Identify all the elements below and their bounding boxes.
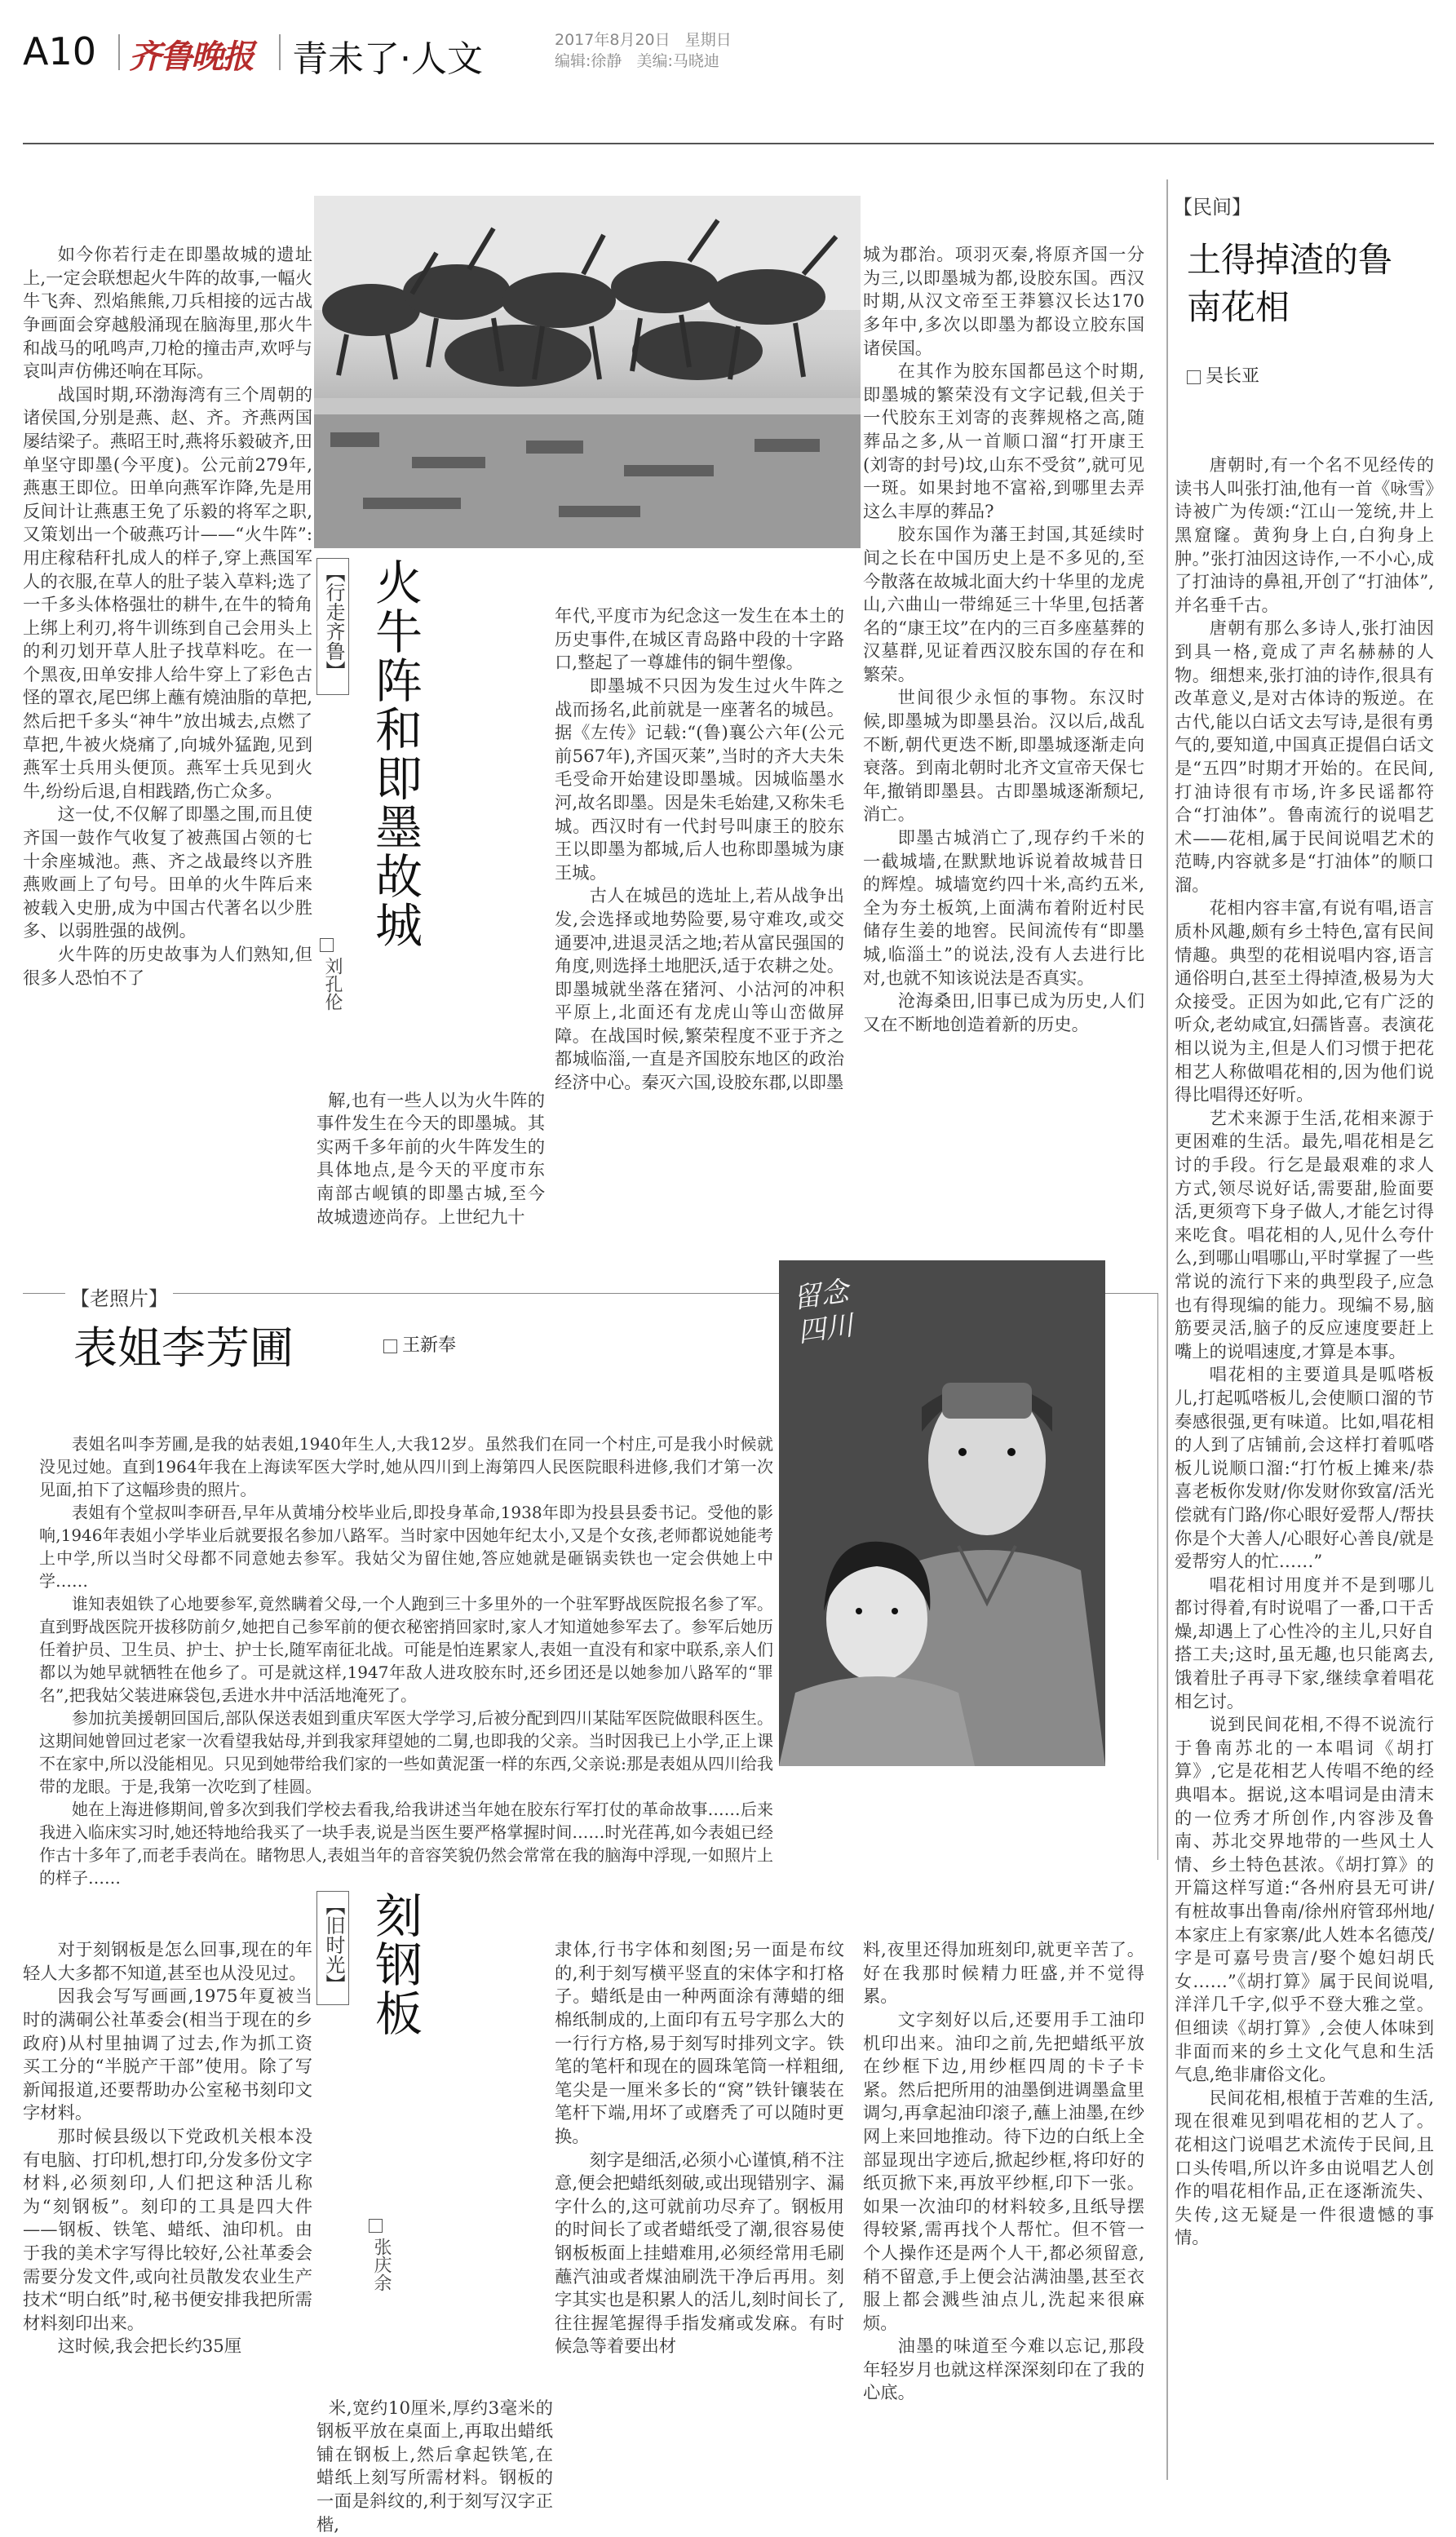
author-marker-icon xyxy=(1187,370,1201,384)
article3-author-block xyxy=(1187,362,1259,387)
paragraph: 对于刻钢板是怎么回事,现在的年轻人大多都不知道,甚至也从没见过。 xyxy=(23,1940,312,1984)
editor-credit: 编辑:徐静 xyxy=(555,52,622,70)
article3-column-rule xyxy=(1166,179,1168,2480)
article1-body-text xyxy=(23,244,312,990)
masthead xyxy=(23,23,1434,80)
paragraph: 唐朝时,有一个名不见经传的读书人叫张打油,他有一首《咏雪》诗被广为传颂:“江山一笼统,井上黑窟窿。黄狗身上白,白狗身上肿。”张打油因这诗作,一不小心,成了打油诗的鼻祖,开创了“打油体”,并名垂千古。 xyxy=(1175,455,1434,616)
article4-body-text-4 xyxy=(863,1939,1144,2406)
article4-title: 刻钢板 xyxy=(367,1891,423,2038)
paragraph: 如今你若行走在即墨故城的遗址上,一定会联想起火牛阵的故事,一幅火牛飞奔、烈焰熊熊,刀兵相接的远古战争画面会穿越般涌现在脑海里,那火牛和战马的吼鸣声,刀枪的撞击声,欢呼与哀叫声仿佛还响在耳际。 xyxy=(23,245,312,383)
paragraph: 隶体,行书字体和刻图;另一面是布纹的,利于刻写横平竖直的宋体字和打格子。蜡纸是由一种两面涂有薄蜡的细棉纸制成的,上面印有五号字那么大的一行行方格,易于刻写时排列文字。铁笔的笔杆和现在的圆珠笔筒一样粗细,笔尖是一厘米多长的“窝”铁针镶装在笔杆下端,用坏了或磨秃了可以随时更换。 xyxy=(555,1940,844,2147)
article1-author: 刘孔伦 xyxy=(322,957,343,1011)
paragraph: 唱花相讨用度并不是到哪儿都讨得着,有时说唱了一番,口干舌燥,却遇上了心性冷的主儿,只好自搭工夫;这时,虽无趣,也只能离去,饿着肚子再寻下家,继续拿着唱花相乞讨。 xyxy=(1175,1574,1434,1712)
paragraph: 古人在城邑的选址上,若从战争出发,会选择或地势险要,易守难攻,或交通要冲,进退灵活之地;若从富民强国的角度,则选择土地肥沃,适于农耕之处。即墨城就坐落在猪河、小沽河的冲积平原上,北面还有龙虎山等山峦做屏障。在战国时候,繁荣程度不亚于齐之都城临淄,一直是齐国胶东地区的政治经济中心。秦灭六国,设胶东郡,以即墨 xyxy=(555,886,844,1094)
paragraph: 唐朝有那么多诗人,张打油因到具一格,竟成了声名赫赫的人物。细想来,张打油的诗作,很具有改革意义,是对古体诗的叛逆。在古代,能以白话文去写诗,是很有勇气的,要知道,中国真正提倡白话文是“五四”时期才开始的。在民间,打油诗很有市场,许多民谣都符合“打油体”。鲁南流行的说唱艺术——花相,属于民间说唱艺术的范畴,内容就多是“打油体”的顺口溜。 xyxy=(1175,618,1434,896)
article3-body-text xyxy=(1175,454,1434,2251)
article2-column-tag: 【老照片】 xyxy=(65,1282,173,1311)
paragraph: 刻字是细活,必须小心谨慎,稍不注意,便会把蜡纸刻破,或出现错别字、漏字什么的,这可就前功尽弃了。钢板用的时间长了或者蜡纸受了潮,很容易使钢板板面上挂蜡难用,必须经常用毛刷蘸汽油或者煤油刷洗干净后再用。刻字其实也是积累人的活儿,刻时间长了,往往握笔握得手指发痛或发麻。有时候急等着要出材 xyxy=(555,2150,844,2358)
page-number: A10 xyxy=(23,29,97,73)
author-marker-icon xyxy=(383,1339,397,1353)
paragraph: 沧海桑田,旧事已成为历史,人们又在不断地创造着新的历史。 xyxy=(863,991,1144,1035)
paragraph: 这一仗,不仅解了即墨之围,而且使齐国一鼓作气收复了被燕国占领的七十余座城池。燕、齐之战最终以齐胜燕败画上了句号。田单的火牛阵后来被载入史册,成为中国古代著名以少胜多、以弱胜强的战例。 xyxy=(23,804,312,942)
paragraph: 说到民间花相,不得不说流行于鲁南苏北的一本唱词《胡打算》,它是花相艺人传唱不绝的经典唱本。据说,这本唱词是由清末的一位秀才所创作,内容涉及鲁南、苏北交界地带的一些风土人情、乡土特色甚浓。《胡打算》的开篇这样写道:“各州府县无可讲/有桩故事出鲁南/徐州府管邳州地/本家庄上有家寨/此人姓本名德茂/字是可嘉号贵言/娶个媳妇胡氏女……”《胡打算》属于民间说唱,洋洋几千字,似乎不登大雅之堂。但细读《胡打算》,会使人体味到非面而来的乡土文化气息和生活气息,绝非庸俗文化。 xyxy=(1175,1715,1434,2086)
paragraph: 唱花相的主要道具是呱嗒板儿,打起呱嗒板儿,会使顺口溜的节奏感很强,更有味道。比如,唱花相的人到了店铺前,会这样打着呱嗒板儿说顺口溜:“打竹板上摊来/恭喜老板你发财/你发财你致富/活光偿就有门路/你心眼好爱帮人/帮扶你是个大善人/心眼好心善良/就是爱帮穷人的忙……” xyxy=(1175,1365,1434,1573)
paragraph: 料,夜里还得加班刻印,就更辛苦了。好在我那时候精力旺盛,并不觉得累。 xyxy=(863,1940,1144,2008)
article1-column-1 xyxy=(23,197,312,1258)
article2-title: 表姐李芳圃 xyxy=(73,1322,294,1374)
article3-body xyxy=(1175,408,1434,2480)
paragraph: 因我会写写画画,1975年夏被当时的满硐公社革委会(相当于现在的乡政府)从村里抽调了过去,作为抓工资买工分的“半脱产干部”使用。除了写新闻报道,还要帮助办公室秘书刻印文字材料。 xyxy=(23,1986,312,2124)
article1-column-3 xyxy=(555,559,844,1256)
author-marker-icon xyxy=(320,938,334,952)
paragraph: 年代,平度市为纪念这一发生在本土的历史事件,在城区青岛路中段的十字路口,整起了一尊雄伟的铜牛塑像。 xyxy=(555,606,844,674)
newspaper-logo: 齐鲁晚报 xyxy=(129,38,253,76)
article2-author: 王新奉 xyxy=(402,1335,457,1356)
author-marker-icon xyxy=(369,2219,383,2233)
article4-column-3 xyxy=(555,1893,844,2480)
article1-author-block xyxy=(320,938,344,1014)
paragraph: 战国时期,环渤海湾有三个周朝的诸侯国,分别是燕、赵、齐。齐燕两国屡结梁子。燕昭王时,燕将乐毅破齐,田单坚守即墨(今平度)。公元前279年,燕惠王即位。田单向燕军诈降,先是用反间计让燕惠王免了乐毅的将军之职,又策划出一个破燕巧计——“火牛阵”:用庄稼秸秆扎成人的样子,穿上燕国军人的衣服,在草人的肚子装入草料;选了一千多头体格强壮的耕牛,在牛的犄角上绑上利刃,将牛训练到自己会用头上的利刃划开草人肚子找草料吃。在一个黑夜,田单安排人给牛穿上了彩色古怪的罩衣,尾巴绑上蘸有燒油脂的草把,然后把千多头“神牛”放出城去,点燃了草把,牛被火烧痛了,向城外猛跑,见到燕军士兵用头便顶。燕军士兵见到火牛,纷纷后退,自相践踏,伤亡众多。 xyxy=(23,384,312,802)
article1-body-text-4 xyxy=(863,244,1144,1037)
issue-weekday: 星期日 xyxy=(684,31,732,49)
masthead-divider xyxy=(118,34,120,70)
paragraph: 她在上海进修期间,曾多次到我们学校去看我,给我讲述当年她在胶东行军打仗的革命故事……后来我进入临床实习时,她还特地给我买了一块手表,说是当医生要严格掌握时间……时光荏苒,如今表姐已经作古十多年了,而老手表尚在。睹物思人,表姐当年的音容笑貌仍然会常常在我的脑海中浮现,一如照片上的样子…… xyxy=(39,1800,773,1888)
article1-column-2 xyxy=(316,1066,545,1254)
article3-author: 吴长亚 xyxy=(1206,366,1260,387)
paragraph: 在其作为胶东国都邑这个时期,即墨城的繁荣没有文字记载,但关于一代胶东王刘寄的丧葬规格之高,随葬品之多,从一首顺口溜“打开康王(刘寄的封号)坟,山东不受贫”,就可见一斑。如果封地不富裕,到哪里去弄这么丰厚的葬品? xyxy=(863,361,1144,522)
article3-column-tag: 【民间】 xyxy=(1173,196,1251,219)
fire-bull-statue-photo xyxy=(314,196,861,548)
paragraph: 民间花相,根植于苦难的生活,现在很难见到唱花相的艺人了。花相这门说唱艺术流传于民间,且口头传唱,所以许多由说唱艺人创作的唱花相作品,正在逐渐流失、失传,这无疑是一件很遗憾的事情。 xyxy=(1175,2088,1434,2249)
article1-column-4 xyxy=(863,197,1144,1258)
paragraph: 花相内容丰富,有说有唱,语言质朴风趣,颇有乡土特色,富有民间情趣。典型的花相说唱内容,语言通俗明白,甚至土得掉渣,极易为大众接受。正因为如此,它有广泛的听众,老幼咸宜,妇孺皆喜。表演花相以说为主,但是人们习惯于把花相艺人称做唱花相的,因为他们说得比唱得还好听。 xyxy=(1175,898,1434,1106)
article4-body-text-2: 米,宽约10厘米,厚约3毫米的钢板平放在桌面上,再取出蜡纸铺在钢板上,然后拿起铁笔,在蜡纸上刻写所需材料。钢板的一面是斜纹的,利于刻写汉字正楷, xyxy=(316,2398,553,2535)
paragraph: 那时候县级以下党政机关根本没有电脑、打印机,想打印,分发多份文字材料,必须刻印,人们把这种活儿称为“刻钢板”。刻印的工具是四大件——钢板、铁笔、蜡纸、油印机。由于我的美术字写得比较好,公社革委会需要分发文件,或向社员散发农业生产技术“明白纸”时,秘书便安排我把所需材料刻印出来。 xyxy=(23,2126,312,2334)
article4-column-tag: 【旧时光】 xyxy=(322,1896,345,1994)
old-couple-photo xyxy=(779,1260,1105,1766)
article3-title: 土得掉渣的鲁南花相 xyxy=(1187,240,1393,327)
designer-credit: 美编:马晓迪 xyxy=(636,52,719,70)
article4-column-4 xyxy=(863,1893,1144,2480)
paragraph: 世间很少永恒的事物。东汉时候,即墨城为即墨县治。汉以后,战乱不断,朝代更迭不断,即墨城逐渐走向衰落。到南北朝时北齐文宣帝天保七年,撤销即墨县。古即墨城逐渐颓圮,消亡。 xyxy=(863,688,1144,826)
article2-body xyxy=(39,1387,773,1888)
paragraph: 城为郡治。项羽灭秦,将原齐国一分为三,以即墨城为都,设胶东国。西汉时期,从汉文帝至王莽篡汉长达170多年中,多次以即墨为都设立胶东国诸侯国。 xyxy=(863,245,1144,359)
paragraph: 艺术来源于生活,花相来源于更困难的生活。最先,唱花相是乞讨的手段。行乞是最艰难的求人方式,领尽说好话,需要甜,脸面要活,更须弯下身子做人,才能乞讨得来吃食。唱花相的人,见什么夸什么,到哪山唱哪山,平时掌握了一些常说的流行下来的典型段子,应急也有得现编的能力。现编不易,脑筋要灵活,脑子的反应速度要赶上嘴上的说唱速度,才算是本事。 xyxy=(1175,1108,1434,1362)
article2-author-block xyxy=(383,1331,456,1357)
issue-date: 2017年8月20日 xyxy=(555,31,670,49)
masthead-divider-2 xyxy=(279,34,281,70)
article1-title: 火牛阵和即墨故城 xyxy=(367,558,423,950)
article4-column-2 xyxy=(316,2374,553,2535)
paragraph: 参加抗美援朝回国后,部队保送表姐到重庆军医大学学习,后被分配到四川某陆军医院做眼科医生。这期间她曾回过老家一次看望我姑母,并到我家拜望她的二舅,也即我的父亲。当时因我已上小学,正上课不在家中,所以没能相见。只见到她带给我们家的一些如黄泥蛋一样的东西,父亲说:那是表姐从四川给我带的龙眼。于是,我第一次吃到了桂圆。 xyxy=(39,1708,773,1796)
paragraph: 即墨古城消亡了,现存约千米的一截城墙,在默默地诉说着故城昔日的辉煌。城墙宽约四十米,高约五米,全为夯土板筑,上面满布着附近村民储存生姜的地窖。民间流传有“即墨城,临淄土”的说法,没有人去进行比对,也就不知该说法是否真实。 xyxy=(863,828,1144,989)
paragraph: 表姐名叫李芳圃,是我的姑表姐,1940年生人,大我12岁。虽然我们在同一个村庄,可是我小时候就没见过她。直到1964年我在上海读军医大学时,她从四川到上海第四人民医院眼科进修,我们才第一次见面,拍下了这幅珍贵的照片。 xyxy=(39,1434,773,1499)
bull-sculpture-graphic xyxy=(314,196,861,548)
paragraph: 表姐有个堂叔叫李研吾,早年从黄埔分校毕业后,即投身革命,1938年即为投县县委书记。受他的影响,1946年表姐小学毕业后就要报名参加八路军。当时家中因她年纪太小,又是个女孩,老师都说她能考上中学,所以当时父母都不同意她去参军。我姑父为留住她,答应她就是砸锅卖铁也一定会供她上中学…… xyxy=(39,1503,773,1591)
article2-body-text xyxy=(39,1432,773,1889)
article1-body-text-2: 解,也有一些人以为火牛阵的事件发生在今天的即墨城。其实两千多年前的火牛阵发生的具体地点,是今天的平度市东南部古岘镇的即墨古城,至今故城遗迹尚存。上世纪九十 xyxy=(316,1090,545,1228)
paragraph: 谁知表姐铁了心地要参军,竟然瞒着父母,一个人跑到三十多里外的一个驻军野战医院报名参了军。直到野战医院开拔移防前夕,她把自己参军前的便衣秘密捎回家时,家人才知道她参军去了。参军后她历任着护员、卫生员、护士、护士长,随军南征北战。可能是怕连累家人,表姐一直没有和家中联系,亲人们都以为她早就牺牲在他乡了。可是就这样,1947年敌人进攻胶东时,还乡团还是以她参加八路军的“罪名”,把我姑父装进麻袋包,丢进水井中活活地淹死了。 xyxy=(39,1594,773,1705)
article4-author-block xyxy=(369,2219,393,2295)
paragraph: 胶东国作为藩王封国,其延续时间之长在中国历史上是不多见的,至今散落在故城北面大约十华里的龙虎山,六曲山一带绵延三十华里,包括著名的“康王坟”在内的三百多座墓葬的汉墓群,见证着西汉胶东国的存在和繁荣。 xyxy=(863,525,1144,685)
paragraph: 文字刻好以后,还要用手工油印机印出来。油印之前,先把蜡纸平放在纱框下边,用纱框四周的卡子卡紧。然后把所用的油墨倒进调墨盒里调匀,再拿起油印滚子,蘸上油墨,在纱网上来回地推动。待下边的白纸上全部显现出字迹后,掀起纱框,将印好的纸页掀下来,再放平纱框,印下一张。如果一次油印的材料较多,且纸导摆得较紧,需再找个人帮忙。但不管一个人操作还是两个人干,都必须留意,稍不留意,手上便会沾满油墨,甚至衣服上都会溅些油点儿,洗起来很麻烦。 xyxy=(863,2009,1144,2334)
article4-body-text-3 xyxy=(555,1939,844,2359)
paragraph: 火牛阵的历史故事为人们熟知,但很多人恐怕不了 xyxy=(23,945,312,989)
article4-author: 张庆余 xyxy=(371,2238,392,2291)
photo-inscription: 留念 四川 xyxy=(790,1275,856,1349)
paragraph: 这时候,我会把长约35厘 xyxy=(57,2336,242,2358)
article1-column-tag: 【行走齐鲁】 xyxy=(322,563,345,680)
paragraph: 油墨的味道至今难以忘记,那段年轻岁月也就这样深深刻印在了我的心底。 xyxy=(863,2336,1144,2404)
masthead-rule xyxy=(23,143,1434,144)
section-title: 青未了·人文 xyxy=(292,38,483,80)
article4-body-text xyxy=(23,1939,312,2359)
paragraph: 即墨城不只因为发生过火牛阵之战而扬名,此前就是一座著名的城邑。据《左传》记载:“(鲁)襄公六年(公元前567年),齐国灭莱”,当时的齐大夫朱毛受命开始建设即墨城。因城临墨水河,故名即墨。因是朱毛始建,又称朱毛城。西汉时有一代封号叫康王的胶东王以即墨为都城,后人也称即墨城为康王城。 xyxy=(555,675,844,883)
article4-column-1 xyxy=(23,1893,312,2480)
article1-body-text-3 xyxy=(555,605,844,1095)
